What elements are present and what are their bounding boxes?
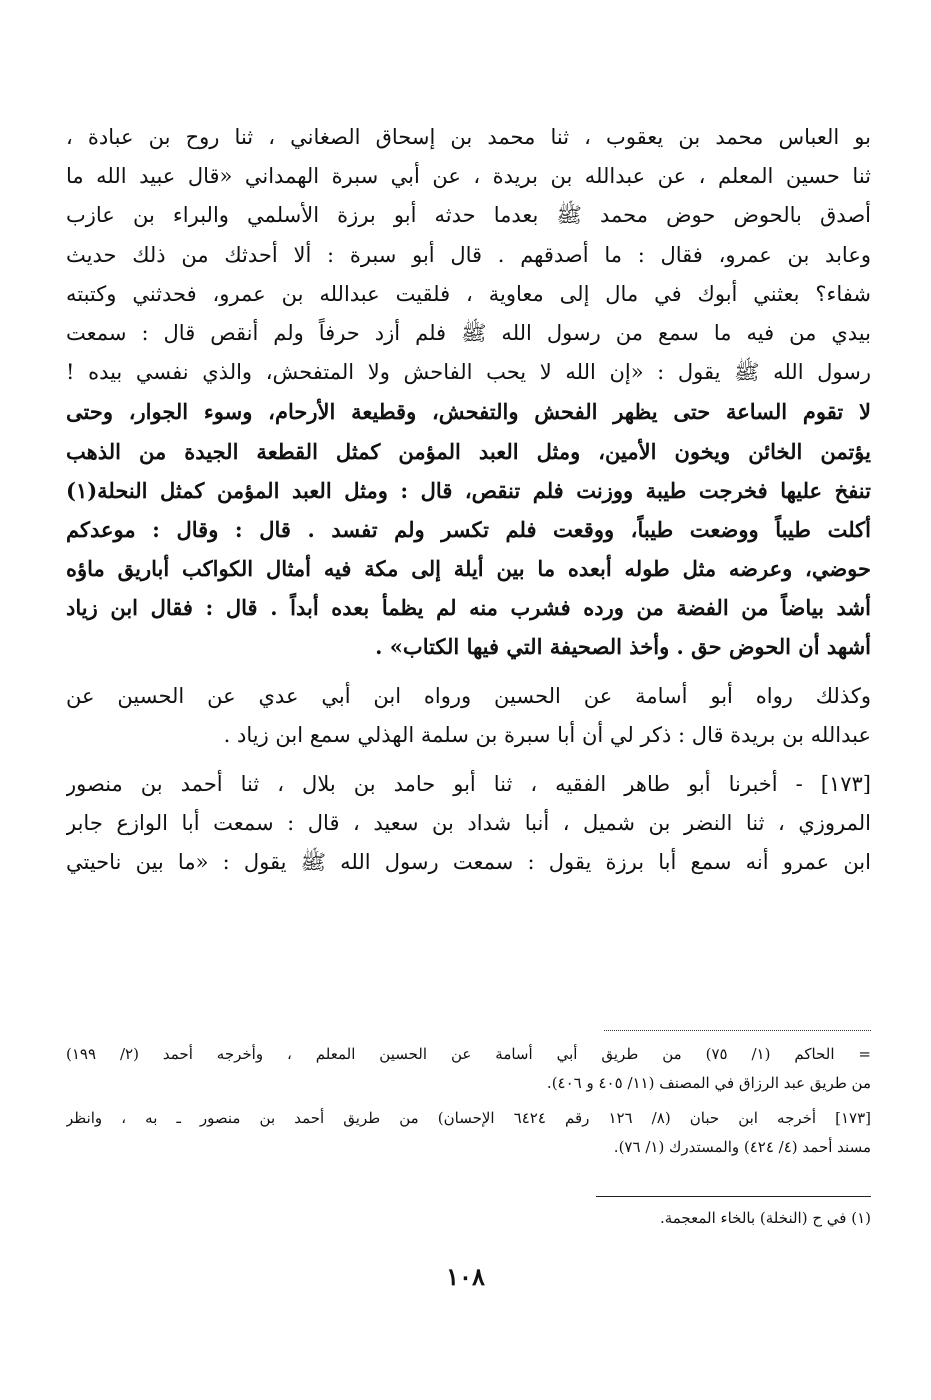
paragraph-gap	[66, 667, 871, 677]
text-line: أصدق بالحوض حوض محمد ﷺ بعدما حدثه أبو برزة الأسلمي والبراء بن عازب	[66, 203, 871, 228]
text-line: بيدي من فيه ما سمع من رسول الله ﷺ فلم أزد حرفاً ولم أنقص قال : سمعت	[66, 320, 871, 345]
footnote-1: (١) في ح (النخلة) بالخاء المعجمة.	[659, 1209, 871, 1227]
main-text	[66, 118, 871, 883]
text-line: عبدالله بن بريدة قال : ذكر لي أن أبا سبرة بن سلمة الهذلي سمع ابن زياد .	[223, 722, 871, 747]
note-line: مسند أحمد (٤/ ٤٢٤) والمستدرك (١/ ٧٦).	[613, 1138, 871, 1156]
text-line-bold: لا تقوم الساعة حتى يظهر الفحش والتفحش، وقطيعة الأرحام، وسوء الجوار، وحتى	[66, 399, 871, 425]
footnote-divider-dotted	[604, 1030, 871, 1031]
text-line-bold: يؤتمن الخائن ويخون الأمين، ومثل العبد المؤمن كمثل القطعة الجيدة من الذهب	[66, 438, 871, 464]
text-line: وكذلك رواه أبو أسامة عن الحسين ورواه ابن أبي عدي عن الحسين عن	[66, 683, 871, 708]
text-line-bold: حوضي، وعرضه مثل طوله أبعده ما بين أيلة إلى مكة فيه أمثال الكواكب أباريق ماؤه	[66, 556, 871, 582]
text-line-bold: تنفخ عليها فخرجت طيبة ووزنت فلم تنقص، قال : ومثل العبد المؤمن كمثل النحلة(١)	[66, 477, 871, 503]
text-line: ابن عمرو أنه سمع أبا برزة يقول : سمعت رسول الله ﷺ يقول : «ما بين ناحيتي	[66, 850, 871, 875]
takhrij-notes	[66, 1040, 871, 1162]
text-line: وعابد بن عمرو، فقال : ما أصدقهم . قال أبو سبرة : ألا أحدثك من ذلك حديث	[66, 242, 871, 267]
note-line: = الحاكم (١/ ٧٥) من طريق أبي أسامة عن الحسين المعلم ، وأخرجه أحمد (٢/ ١٩٩)	[66, 1045, 871, 1063]
text-line: رسول الله ﷺ يقول : «إن الله لا يحب الفاحش ولا المتفحش، والذي نفسي بيده !	[66, 360, 871, 385]
note-line: من طريق عبد الرزاق في المصنف (١١/ ٤٠٥ و ٤٠٦).	[546, 1074, 871, 1092]
paragraph-hadith	[66, 118, 871, 667]
text-line: ثنا حسين المعلم ، عن عبدالله بن بريدة ، عن أبي سبرة الهمداني «قال عبيد الله ما	[66, 164, 871, 189]
text-line-bold: أشد بياضاً من الفضة من ورده فشرب منه لم يظمأ بعده أبداً . قال : فقال ابن زياد	[66, 595, 871, 621]
note-line: [١٧٣] أخرجه ابن حبان (٨/ ١٢٦ رقم ٦٤٢٤ الإحسان) من طريق أحمد بن منصور ـ به ، وانظر	[66, 1109, 871, 1127]
text-line-bold: أشهد أن الحوض حق . وأخذ الصحيفة التي فيها الكتاب» .	[375, 634, 871, 660]
text-line: المروزي ، ثنا النضر بن شميل ، أنبا شداد بن سعيد ، قال : سمعت أبا الوازع جابر	[66, 811, 871, 836]
paragraph-commentary	[66, 677, 871, 755]
text-line: بو العباس محمد بن يعقوب ، ثنا محمد بن إسحاق الصغاني ، ثنا روح بن عبادة ،	[66, 125, 871, 149]
footnote-divider	[596, 1196, 871, 1197]
text-line: شفاء؟ بعثني أبوك في مال إلى معاوية ، فلقيت عبدالله بن عمرو، فحدثني وكتبته	[66, 281, 871, 306]
text-line: [١٧٣] - أخبرنا أبو طاهر الفقيه ، ثنا أبو حامد بن بلال ، ثنا أحمد بن منصور	[66, 772, 871, 796]
text-line-bold: أكلت طيباً ووضعت طيباً، ووقعت فلم تكسر ولم تفسد . قال : وقال : موعدكم	[66, 516, 871, 542]
page-number: ١٠٨	[446, 1262, 485, 1291]
paragraph-hadith-173	[66, 765, 871, 883]
paragraph-gap	[66, 755, 871, 765]
